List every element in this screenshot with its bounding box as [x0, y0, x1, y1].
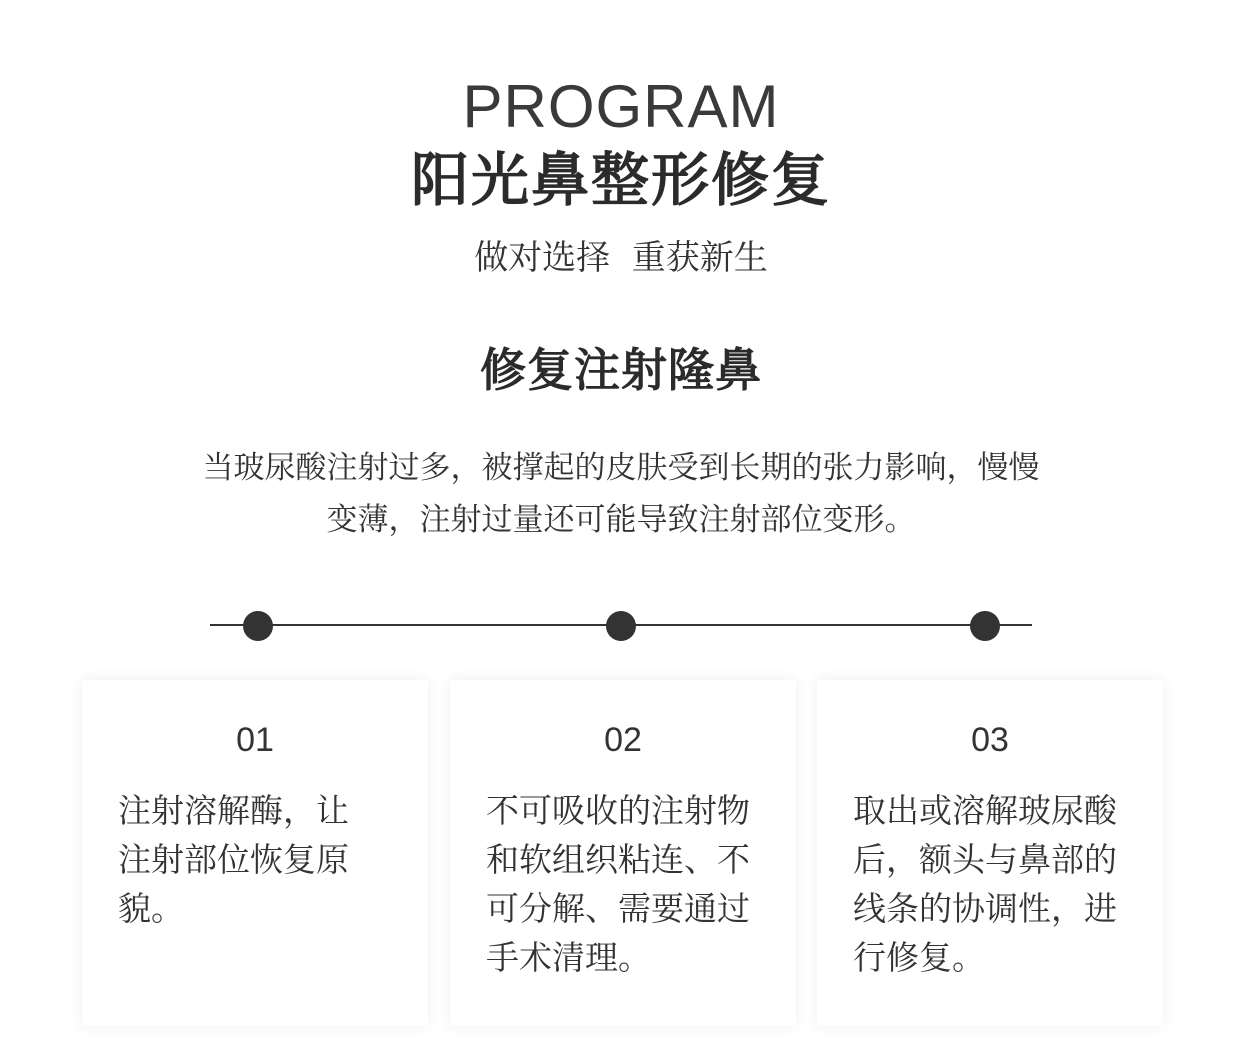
- step-text-line: 可分解、需要通过: [486, 889, 750, 928]
- step-text-line: 注射溶解酶，让: [118, 791, 349, 830]
- step-text-line: 后，额头与鼻部的: [853, 840, 1117, 879]
- step-text-line: 取出或溶解玻尿酸: [853, 791, 1117, 830]
- step-text-line: 手术清理。: [486, 938, 651, 977]
- step-card-1: [82, 680, 428, 1026]
- timeline-dot-1: [243, 611, 273, 641]
- step-text-line: 不可吸收的注射物: [486, 791, 750, 830]
- page-title: 阳光鼻整形修复: [410, 146, 831, 214]
- eyebrow-text: PROGRAM: [462, 73, 780, 140]
- step-number: 02: [604, 721, 642, 759]
- tagline: 做对选择 重获新生: [474, 238, 768, 278]
- step-card-2: [450, 680, 796, 1026]
- step-number: 03: [971, 721, 1009, 759]
- section-description: [140, 442, 1102, 546]
- step-text: [853, 786, 1133, 982]
- timeline-dot-3: [970, 611, 1000, 641]
- step-number: 01: [236, 721, 274, 759]
- description-line: 当玻尿酸注射过多，被撑起的皮肤受到长期的张力影响，慢慢: [202, 450, 1040, 486]
- step-text-line: 貌。: [118, 889, 184, 928]
- step-text-line: 行修复。: [853, 938, 985, 977]
- step-text-line: 和软组织粘连、不: [486, 840, 750, 879]
- step-card-3: [817, 680, 1163, 1026]
- step-text-line: 线条的协调性，进: [853, 889, 1117, 928]
- section-title: 修复注射隆鼻: [480, 343, 762, 397]
- step-text-line: 注射部位恢复原: [118, 840, 349, 879]
- timeline-dot-2: [606, 611, 636, 641]
- step-text: [486, 786, 766, 982]
- step-text: [118, 786, 398, 933]
- description-line: 变薄，注射过量还可能导致注射部位变形。: [326, 502, 916, 538]
